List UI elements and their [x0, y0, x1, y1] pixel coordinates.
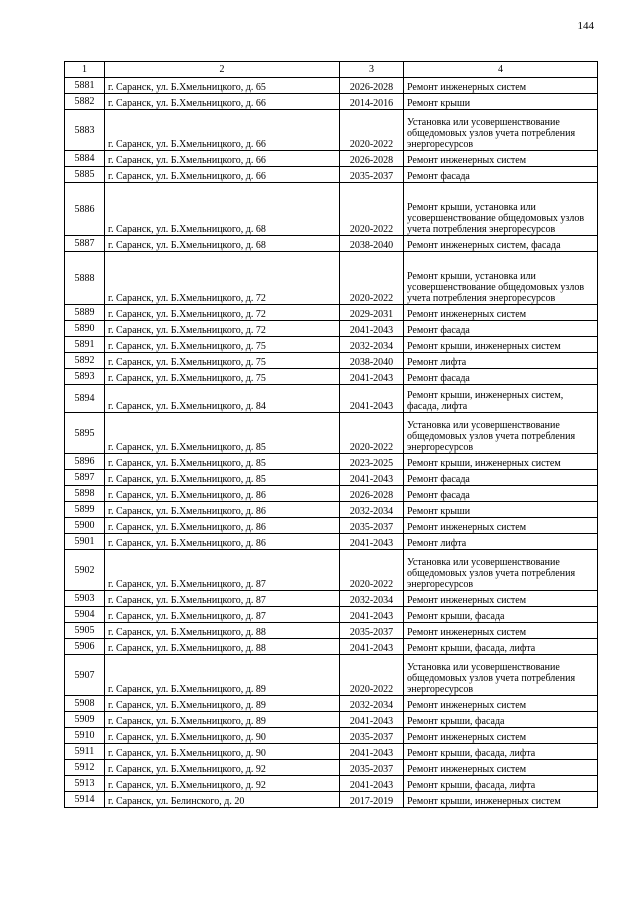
row-number-cell: 5891: [65, 337, 105, 353]
work-type-cell: Ремонт инженерных систем: [404, 623, 598, 639]
period-cell: 2026-2028: [340, 151, 404, 167]
work-type-cell: Ремонт крыши, фасада: [404, 712, 598, 728]
address-cell: г. Саранск, ул. Б.Хмельницкого, д. 88: [105, 639, 340, 655]
period-cell: 2026-2028: [340, 78, 404, 94]
address-cell: г. Саранск, ул. Б.Хмельницкого, д. 72: [105, 305, 340, 321]
period-cell: 2023-2025: [340, 454, 404, 470]
row-number-cell: 5882: [65, 94, 105, 110]
row-number-cell: 5893: [65, 369, 105, 385]
period-cell: 2017-2019: [340, 792, 404, 808]
row-number-cell: 5912: [65, 760, 105, 776]
period-cell: 2041-2043: [340, 369, 404, 385]
work-type-cell: Установка или усовершенствование общедомовых узлов учета потребления энергоресурсов: [404, 413, 598, 454]
row-number-cell: 5910: [65, 728, 105, 744]
work-type-cell: Ремонт крыши, фасада: [404, 607, 598, 623]
period-cell: 2032-2034: [340, 337, 404, 353]
address-cell: г. Саранск, ул. Б.Хмельницкого, д. 85: [105, 413, 340, 454]
period-cell: 2041-2043: [340, 607, 404, 623]
work-type-cell: Ремонт инженерных систем: [404, 591, 598, 607]
work-type-cell: Ремонт фасада: [404, 369, 598, 385]
row-number-cell: 5906: [65, 639, 105, 655]
table-row: [65, 94, 598, 110]
table-row: [65, 639, 598, 655]
period-cell: 2035-2037: [340, 728, 404, 744]
work-type-cell: Ремонт крыши, инженерных систем: [404, 337, 598, 353]
address-cell: г. Саранск, ул. Б.Хмельницкого, д. 89: [105, 696, 340, 712]
table-row: [65, 518, 598, 534]
row-number-cell: 5886: [65, 183, 105, 236]
period-cell: 2032-2034: [340, 502, 404, 518]
period-cell: 2035-2037: [340, 623, 404, 639]
address-cell: г. Саранск, ул. Б.Хмельницкого, д. 89: [105, 655, 340, 696]
row-number-cell: 5908: [65, 696, 105, 712]
period-cell: 2035-2037: [340, 518, 404, 534]
row-number-cell: 5899: [65, 502, 105, 518]
row-number-cell: 5898: [65, 486, 105, 502]
period-cell: 2032-2034: [340, 696, 404, 712]
row-number-cell: 5907: [65, 655, 105, 696]
work-type-cell: Ремонт крыши, установка или усовершенствование общедомовых узлов учета потребления энергоресурсов: [404, 183, 598, 236]
work-type-cell: Ремонт крыши, инженерных систем, фасада, лифта: [404, 385, 598, 413]
row-number-cell: 5905: [65, 623, 105, 639]
table-row: [65, 252, 598, 305]
address-cell: г. Саранск, ул. Б.Хмельницкого, д. 86: [105, 486, 340, 502]
address-cell: г. Саранск, ул. Б.Хмельницкого, д. 87: [105, 550, 340, 591]
row-number-cell: 5885: [65, 167, 105, 183]
row-number-cell: 5909: [65, 712, 105, 728]
work-type-cell: Ремонт крыши: [404, 502, 598, 518]
period-cell: 2041-2043: [340, 534, 404, 550]
row-number-cell: 5892: [65, 353, 105, 369]
address-cell: г. Саранск, ул. Б.Хмельницкого, д. 90: [105, 728, 340, 744]
table-row: [65, 486, 598, 502]
work-type-cell: Ремонт фасада: [404, 486, 598, 502]
table-row: [65, 167, 598, 183]
row-number-cell: 5914: [65, 792, 105, 808]
address-cell: г. Саранск, ул. Б.Хмельницкого, д. 66: [105, 94, 340, 110]
table-row: [65, 385, 598, 413]
address-cell: г. Саранск, ул. Б.Хмельницкого, д. 66: [105, 151, 340, 167]
table-row: [65, 655, 598, 696]
table-row: [65, 151, 598, 167]
row-number-cell: 5911: [65, 744, 105, 760]
table-row: [65, 470, 598, 486]
address-cell: г. Саранск, ул. Б.Хмельницкого, д. 90: [105, 744, 340, 760]
row-number-cell: 5890: [65, 321, 105, 337]
row-number-cell: 5894: [65, 385, 105, 413]
table-row: [65, 728, 598, 744]
work-type-cell: Ремонт крыши, фасада, лифта: [404, 744, 598, 760]
row-number-cell: 5888: [65, 252, 105, 305]
table-row: [65, 78, 598, 94]
address-cell: г. Саранск, ул. Б.Хмельницкого, д. 72: [105, 252, 340, 305]
table-row: [65, 413, 598, 454]
period-cell: 2038-2040: [340, 236, 404, 252]
work-type-cell: Ремонт инженерных систем: [404, 305, 598, 321]
page-number: 144: [577, 20, 594, 32]
address-cell: г. Саранск, ул. Б.Хмельницкого, д. 66: [105, 110, 340, 151]
address-cell: г. Саранск, ул. Б.Хмельницкого, д. 89: [105, 712, 340, 728]
table-row: [65, 183, 598, 236]
address-cell: г. Саранск, ул. Б.Хмельницкого, д. 84: [105, 385, 340, 413]
address-cell: г. Саранск, ул. Б.Хмельницкого, д. 75: [105, 353, 340, 369]
work-type-cell: Ремонт фасада: [404, 321, 598, 337]
address-cell: г. Саранск, ул. Б.Хмельницкого, д. 66: [105, 167, 340, 183]
table-body: [65, 78, 598, 808]
work-type-cell: Ремонт фасада: [404, 167, 598, 183]
period-cell: 2020-2022: [340, 655, 404, 696]
work-type-cell: Ремонт крыши, инженерных систем: [404, 792, 598, 808]
address-cell: г. Саранск, ул. Б.Хмельницкого, д. 68: [105, 236, 340, 252]
period-cell: 2020-2022: [340, 413, 404, 454]
address-cell: г. Саранск, ул. Б.Хмельницкого, д. 75: [105, 369, 340, 385]
period-cell: 2038-2040: [340, 353, 404, 369]
period-cell: 2020-2022: [340, 183, 404, 236]
table-row: [65, 321, 598, 337]
work-type-cell: Ремонт инженерных систем: [404, 696, 598, 712]
column-header: 4: [404, 62, 598, 78]
work-type-cell: Ремонт инженерных систем: [404, 151, 598, 167]
period-cell: 2041-2043: [340, 776, 404, 792]
period-cell: 2020-2022: [340, 252, 404, 305]
period-cell: 2020-2022: [340, 110, 404, 151]
work-type-cell: Ремонт крыши, фасада, лифта: [404, 776, 598, 792]
table-row: [65, 623, 598, 639]
address-cell: г. Саранск, ул. Б.Хмельницкого, д. 88: [105, 623, 340, 639]
row-number-cell: 5913: [65, 776, 105, 792]
row-number-cell: 5889: [65, 305, 105, 321]
work-type-cell: Ремонт инженерных систем: [404, 760, 598, 776]
period-cell: 2020-2022: [340, 550, 404, 591]
row-number-cell: 5901: [65, 534, 105, 550]
period-cell: 2032-2034: [340, 591, 404, 607]
table-row: [65, 305, 598, 321]
table-row: [65, 792, 598, 808]
period-cell: 2029-2031: [340, 305, 404, 321]
row-number-cell: 5902: [65, 550, 105, 591]
table-row: [65, 696, 598, 712]
period-cell: 2041-2043: [340, 712, 404, 728]
address-cell: г. Саранск, ул. Б.Хмельницкого, д. 72: [105, 321, 340, 337]
period-cell: 2014-2016: [340, 94, 404, 110]
address-cell: г. Саранск, ул. Б.Хмельницкого, д. 86: [105, 534, 340, 550]
row-number-cell: 5887: [65, 236, 105, 252]
table-row: [65, 776, 598, 792]
address-cell: г. Саранск, ул. Б.Хмельницкого, д. 87: [105, 591, 340, 607]
work-type-cell: Ремонт инженерных систем, фасада: [404, 236, 598, 252]
table-row: [65, 550, 598, 591]
period-cell: 2041-2043: [340, 470, 404, 486]
repair-schedule-table: [64, 61, 598, 808]
row-number-cell: 5904: [65, 607, 105, 623]
address-cell: г. Саранск, ул. Белинского, д. 20: [105, 792, 340, 808]
column-header: 3: [340, 62, 404, 78]
work-type-cell: Ремонт крыши, установка или усовершенствование общедомовых узлов учета потребления энергоресурсов: [404, 252, 598, 305]
address-cell: г. Саранск, ул. Б.Хмельницкого, д. 86: [105, 502, 340, 518]
table-row: [65, 369, 598, 385]
period-cell: 2041-2043: [340, 385, 404, 413]
row-number-cell: 5896: [65, 454, 105, 470]
table-header: [65, 62, 598, 78]
table-row: [65, 110, 598, 151]
address-cell: г. Саранск, ул. Б.Хмельницкого, д. 65: [105, 78, 340, 94]
table-row: [65, 607, 598, 623]
address-cell: г. Саранск, ул. Б.Хмельницкого, д. 85: [105, 454, 340, 470]
work-type-cell: Ремонт крыши, инженерных систем: [404, 454, 598, 470]
period-cell: 2041-2043: [340, 321, 404, 337]
address-cell: г. Саранск, ул. Б.Хмельницкого, д. 87: [105, 607, 340, 623]
table-row: [65, 712, 598, 728]
work-type-cell: Ремонт инженерных систем: [404, 518, 598, 534]
address-cell: г. Саранск, ул. Б.Хмельницкого, д. 86: [105, 518, 340, 534]
work-type-cell: Ремонт инженерных систем: [404, 728, 598, 744]
table-row: [65, 744, 598, 760]
table-row: [65, 591, 598, 607]
work-type-cell: Ремонт крыши, фасада, лифта: [404, 639, 598, 655]
work-type-cell: Ремонт крыши: [404, 94, 598, 110]
period-cell: 2035-2037: [340, 167, 404, 183]
column-header: 2: [105, 62, 340, 78]
table-row: [65, 236, 598, 252]
row-number-cell: 5883: [65, 110, 105, 151]
work-type-cell: Установка или усовершенствование общедомовых узлов учета потребления энергоресурсов: [404, 110, 598, 151]
table-row: [65, 760, 598, 776]
row-number-cell: 5903: [65, 591, 105, 607]
work-type-cell: Ремонт лифта: [404, 353, 598, 369]
address-cell: г. Саранск, ул. Б.Хмельницкого, д. 75: [105, 337, 340, 353]
table-row: [65, 502, 598, 518]
work-type-cell: Установка или усовершенствование общедомовых узлов учета потребления энергоресурсов: [404, 655, 598, 696]
work-type-cell: Ремонт фасада: [404, 470, 598, 486]
row-number-cell: 5884: [65, 151, 105, 167]
work-type-cell: Установка или усовершенствование общедомовых узлов учета потребления энергоресурсов: [404, 550, 598, 591]
period-cell: 2026-2028: [340, 486, 404, 502]
work-type-cell: Ремонт лифта: [404, 534, 598, 550]
row-number-cell: 5881: [65, 78, 105, 94]
work-type-cell: Ремонт инженерных систем: [404, 78, 598, 94]
table-row: [65, 454, 598, 470]
period-cell: 2041-2043: [340, 639, 404, 655]
table-row: [65, 534, 598, 550]
table-row: [65, 337, 598, 353]
period-cell: 2041-2043: [340, 744, 404, 760]
address-cell: г. Саранск, ул. Б.Хмельницкого, д. 92: [105, 776, 340, 792]
column-header: 1: [65, 62, 105, 78]
row-number-cell: 5895: [65, 413, 105, 454]
address-cell: г. Саранск, ул. Б.Хмельницкого, д. 68: [105, 183, 340, 236]
address-cell: г. Саранск, ул. Б.Хмельницкого, д. 85: [105, 470, 340, 486]
address-cell: г. Саранск, ул. Б.Хмельницкого, д. 92: [105, 760, 340, 776]
row-number-cell: 5900: [65, 518, 105, 534]
row-number-cell: 5897: [65, 470, 105, 486]
period-cell: 2035-2037: [340, 760, 404, 776]
table-row: [65, 353, 598, 369]
